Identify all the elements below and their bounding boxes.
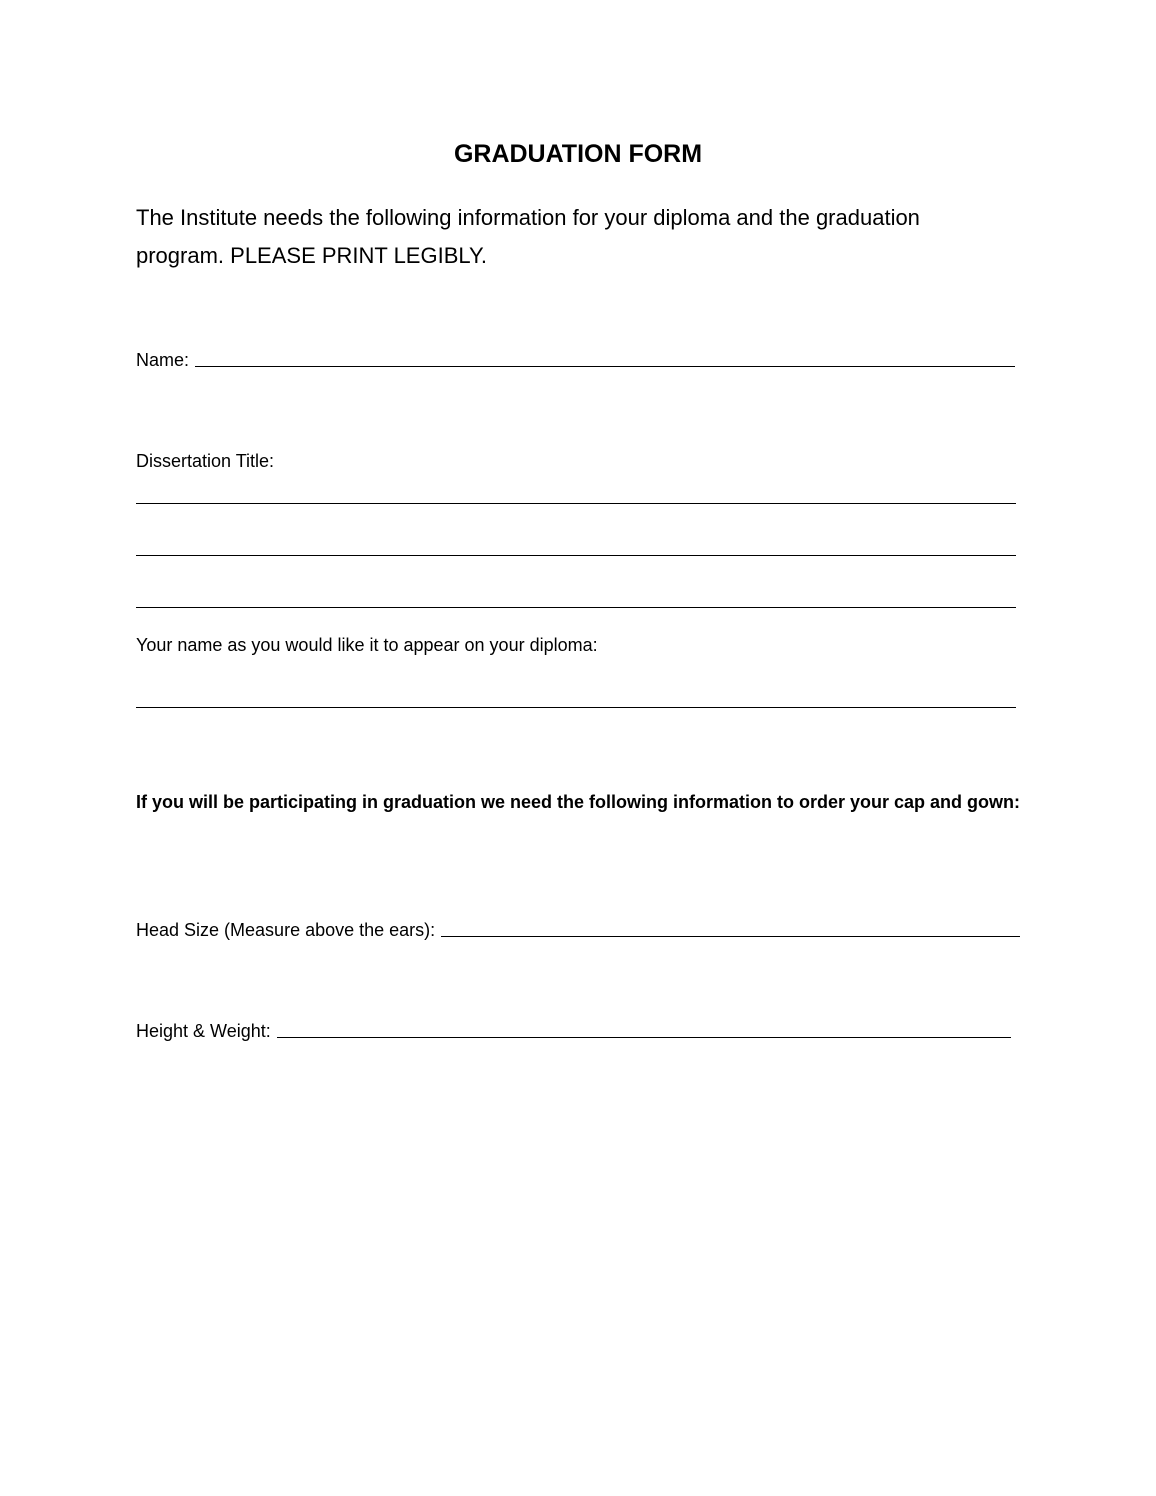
cap-gown-instructions: If you will be participating in graduation we need the following information to order your cap and gown: bbox=[136, 792, 1021, 812]
page-title: GRADUATION FORM bbox=[453, 140, 703, 168]
name-field[interactable] bbox=[136, 350, 1015, 371]
head-size-input-line[interactable] bbox=[441, 936, 1020, 937]
head-size-label: Head Size (Measure above the ears): bbox=[136, 920, 436, 940]
dissertation-line-3[interactable] bbox=[136, 607, 1016, 608]
diploma-name-label: Your name as you would like it to appear on your diploma: bbox=[136, 635, 598, 655]
name-input-line[interactable] bbox=[195, 366, 1015, 367]
height-weight-field[interactable] bbox=[136, 1021, 1011, 1042]
height-weight-label: Height & Weight: bbox=[136, 1021, 271, 1041]
dissertation-title-label: Dissertation Title: bbox=[136, 451, 275, 471]
head-size-field[interactable] bbox=[136, 920, 1020, 941]
intro-text: The Institute needs the following information for your diploma and the graduation program. PLEASE PRINT LEGIBLY. bbox=[136, 205, 920, 268]
diploma-name-line[interactable] bbox=[136, 707, 1016, 708]
dissertation-line-2[interactable] bbox=[136, 555, 1016, 556]
name-label: Name: bbox=[136, 350, 190, 370]
dissertation-line-1[interactable] bbox=[136, 503, 1016, 504]
height-weight-input-line[interactable] bbox=[277, 1037, 1011, 1038]
